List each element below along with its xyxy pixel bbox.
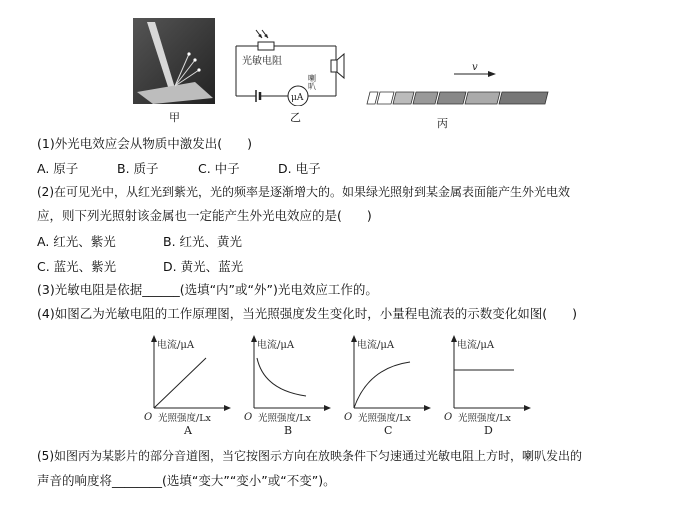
q1-text: (1)外光电效应会从物质中激发出( ) (37, 136, 252, 151)
q1-option-d: D. 电子 (278, 161, 321, 176)
graph-d-x-arrow (524, 405, 531, 411)
graph-b-xlabel: 光照强度/Lx (258, 413, 311, 424)
q5-line2: 声音的响度将________(选填“变大”“变小”或“不变”)。 (37, 473, 336, 488)
q4-graphs (140, 330, 560, 445)
figure-bing (362, 62, 552, 110)
q5-line1: (5)如图丙为某影片的部分音道图，当它按图示方向在放映条件下匀速通过光敏电阻上方时，喇叭发出的 (37, 449, 583, 463)
graph-d-ylabel: 电流/μA (457, 340, 495, 351)
q3-text: (3)光敏电阻是依据______(选填“内”或“外”)光电效应工作的。 (37, 282, 378, 297)
graph-a-letter: A (184, 424, 192, 437)
graph-a-origin: O (144, 412, 153, 423)
graph-c-ylabel: 电流/μA (357, 340, 395, 351)
graph-b-origin: O (244, 412, 253, 423)
graph-a-xlabel: 光照强度/Lx (158, 413, 211, 424)
q2-option-b: B. 红光、黄光 (163, 234, 243, 249)
graphs-svg (140, 330, 560, 445)
graph-c-curve (354, 362, 410, 408)
graph-c-origin: O (344, 412, 353, 423)
q2-option-d: D. 黄光、蓝光 (163, 259, 244, 274)
q1-option-c: C. 中子 (198, 161, 240, 176)
q1-option-a: A. 原子 (37, 161, 79, 176)
graph-a-curve (154, 358, 206, 408)
graph-d-letter: D (484, 424, 493, 437)
q2-line2: 应，则下列光照射该金属也一定能产生外光电效应的是( ) (37, 208, 372, 223)
q2-option-c: C. 蓝光、紫光 (37, 259, 117, 274)
graph-c-xlabel: 光照强度/Lx (358, 413, 411, 424)
speaker-label: 喇叭 (307, 74, 317, 90)
velocity-label: v (472, 62, 478, 73)
figure-yi (228, 26, 358, 106)
graph-b-x-arrow (324, 405, 331, 411)
caption-yi: 乙 (290, 111, 301, 124)
graph-d-xlabel: 光照强度/Lx (458, 413, 511, 424)
light-photo (133, 18, 215, 104)
graph-a-ylabel: 电流/μA (157, 340, 195, 351)
q4-text: (4)如图乙为光敏电阻的工作原理图，当光照强度发生变化时，小量程电流表的示数变化如图( ) (37, 306, 577, 321)
caption-bing: 丙 (437, 117, 448, 130)
graph-c-x-arrow (424, 405, 431, 411)
graph-b-letter: B (284, 424, 293, 437)
meter-label: μA (291, 93, 304, 103)
caption-jia: 甲 (169, 111, 180, 124)
q2-option-a: A. 红光、紫光 (37, 234, 116, 249)
resistor-label: 光敏电阻 (242, 56, 282, 67)
soundtrack-strip (362, 62, 552, 110)
q2-line1: (2)在可见光中，从红光到紫光，光的频率是逐渐增大的。如果绿光照射到某金属表面能产生外光电效 (37, 185, 571, 199)
graph-b-ylabel: 电流/μA (257, 340, 295, 351)
graph-a-x-arrow (224, 405, 231, 411)
circuit-diagram (228, 26, 358, 106)
q1-option-b: B. 质子 (117, 161, 159, 176)
graph-c-letter: C (384, 424, 393, 437)
graph-b-curve (257, 358, 306, 396)
graph-d-origin: O (444, 412, 453, 423)
figure-jia (133, 18, 215, 104)
